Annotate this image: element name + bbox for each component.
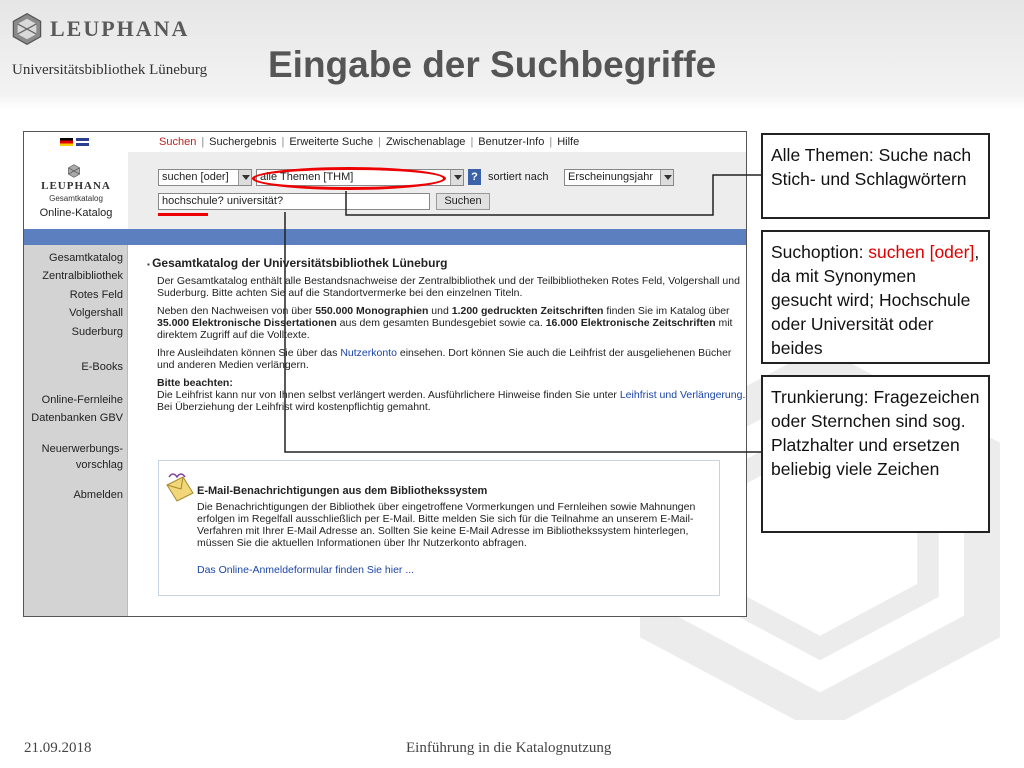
callout-highlight: suchen [oder] [868, 242, 975, 262]
tab-zwischenablage[interactable]: Zwischenablage [385, 136, 466, 148]
brand-header [10, 12, 230, 79]
email-notice-box [158, 460, 720, 596]
catalog-brand-title: Online-Katalog [39, 207, 113, 219]
content-title: ▪ Gesamtkatalog der Universitätsbibliothek Lüneburg [147, 257, 746, 271]
sidebar-item-zentralbibliothek[interactable]: Zentralbibliothek [42, 270, 123, 282]
notice-title: E-Mail-Benachrichtigungen aus dem Bibliothekssystem [197, 485, 488, 497]
page-title: Eingabe der Suchbegriffe [268, 44, 717, 85]
language-switcher [60, 138, 89, 146]
search-button[interactable]: Suchen [436, 193, 490, 210]
tab-suchergebnis[interactable]: Suchergebnis [209, 136, 277, 148]
catalog-brand-sub: Gesamtkatalog [49, 194, 103, 203]
german-flag-icon[interactable] [60, 138, 73, 146]
callout-trunkierung: Trunkierung: Fragezeichen oder Sternchen sind sog. Platzhalter und ersetzen beliebig viele Zeichen [761, 375, 990, 533]
sidebar-item-datenbanken-gbv[interactable]: Datenbanken GBV [31, 412, 123, 424]
catalog-brand-name: LEUPHANA [41, 180, 111, 192]
catalog-menubar: Suchen | Suchergebnis | Erweiterte Suche | Zwischenablage | Benutzer-Info | Hilfe [128, 132, 746, 152]
chevron-down-icon [238, 170, 251, 185]
search-panel [128, 152, 746, 229]
sidebar-item-abmelden[interactable]: Abmelden [73, 489, 123, 501]
english-flag-icon[interactable] [76, 138, 89, 146]
tab-suchen[interactable]: Suchen [154, 136, 201, 148]
brand-name: LEUPHANA [50, 16, 190, 41]
sort-select[interactable] [564, 169, 674, 186]
help-button[interactable]: ? [468, 169, 481, 185]
brand-subtitle: Universitätsbibliothek Lüneburg [12, 62, 208, 78]
sort-label: sortiert nach [488, 171, 549, 183]
sidebar-item-neuerwerbungs[interactable]: Neuerwerbungs- [41, 443, 123, 455]
notice-heading: Bitte beachten: [157, 377, 233, 389]
sidebar-item-gesamtkatalog[interactable]: Gesamtkatalog [49, 252, 123, 264]
sidebar-item-rotes-feld[interactable]: Rotes Feld [69, 289, 123, 301]
sidebar-item-volgershall[interactable]: Volgershall [69, 307, 123, 319]
notice-body: Die Benachrichtigungen der Bibliothek über eingetroffene Vormerkungen und Fernleihen sowie Mahnungen erfolgen im Regelfall ausschließlich per E-Mail. Bitte melden Sie sich für die Teilnahme an unserem E-Mail-Verfahren mit Ihrer E-Mail Adresse an. Sollten Sie keine E-Mail Adresse im Bibliothekssystem hinterlegen, müssen Sie die aktuellen Informationen über Ihr Nutzerkonto abfragen. [197, 501, 696, 549]
catalog-content [128, 245, 746, 616]
content-paragraph-1: Der Gesamtkatalog enthält alle Bestandsnachweise der Zentralbibliothek und der Teilbibliotheken Rotes Feld, Volgershall und Suderburg. Bitte achten Sie auf die Standortvermerke bei den einzelnen Titeln. [157, 275, 740, 299]
search-input[interactable]: hochschule? universität? [158, 193, 430, 210]
content-paragraph-3: Ihre Ausleihdaten können Sie über das Nutzerkonto einsehen. Dort können Sie auch die Leihfrist der ausgeliehenen Bücher und anderen Medien verlängern. [157, 347, 732, 371]
tab-hilfe[interactable]: Hilfe [557, 136, 580, 148]
truncation-underline [158, 213, 208, 216]
callout-alle-themen: Alle Themen: Suche nach Stich- und Schlagwörtern [761, 133, 990, 219]
sidebar-item-e-books[interactable]: E-Books [81, 361, 123, 373]
registration-link[interactable]: Das Online-Anmeldeformular finden Sie hier ... [197, 564, 415, 576]
tab-erweiterte-suche[interactable]: Erweiterte Suche [289, 136, 374, 148]
footer-text: Einführung in die Katalognutzung [406, 740, 612, 756]
mini-logo-icon [67, 164, 81, 178]
catalog-sidebar [24, 245, 128, 616]
content-paragraph-4: Bitte beachten: Die Leihfrist kann nur von Ihnen selbst verlängert werden. Ausführlichere Hinweise finden Sie unter Leihfrist und Verlängerung. Bei Überziehung der Leihfrist wird kostenpflichtig gemahnt. [157, 377, 746, 413]
footer-date: 21.09.2018 [24, 740, 92, 756]
search-mode-value: suchen [oder] [162, 171, 229, 183]
leuphana-logo-icon [10, 12, 44, 46]
chevron-down-icon [450, 170, 463, 185]
catalog-window [23, 131, 747, 617]
catalog-brand-panel [24, 132, 128, 229]
search-mode-select[interactable] [158, 169, 252, 186]
sidebar-item-suderburg[interactable]: Suderburg [71, 326, 123, 338]
nutzerkonto-link[interactable]: Nutzerkonto [340, 347, 397, 359]
chevron-down-icon [660, 170, 673, 185]
leihfrist-link[interactable]: Leihfrist und Verlängerung [619, 389, 743, 401]
blue-divider [24, 229, 746, 245]
highlight-oval [252, 167, 446, 190]
sort-value: Erscheinungsjahr [568, 171, 653, 183]
callout-suchoption: Suchoption: suchen [oder], da mit Synonymen gesucht wird; Hochschule oder Universität oder beides [761, 230, 990, 364]
envelope-icon [163, 471, 195, 505]
tab-benutzer-info[interactable]: Benutzer-Info [478, 136, 545, 148]
search-field-value: alle Themen [THM] [260, 171, 354, 183]
sidebar-item-vorschlag[interactable]: vorschlag [75, 459, 123, 471]
content-paragraph-2: Neben den Nachweisen von über 550.000 Monographien und 1.200 gedruckten Zeitschriften finden Sie im Katalog über 35.000 Elektronische Dissertationen aus dem gesamten Bundesgebiet sowie ca. 16.000 Elektronische Zeitschriften mit direktem Zugriff auf die Volltexte. [157, 305, 733, 341]
sidebar-item-online-fernleihe[interactable]: Online-Fernleihe [41, 394, 123, 406]
